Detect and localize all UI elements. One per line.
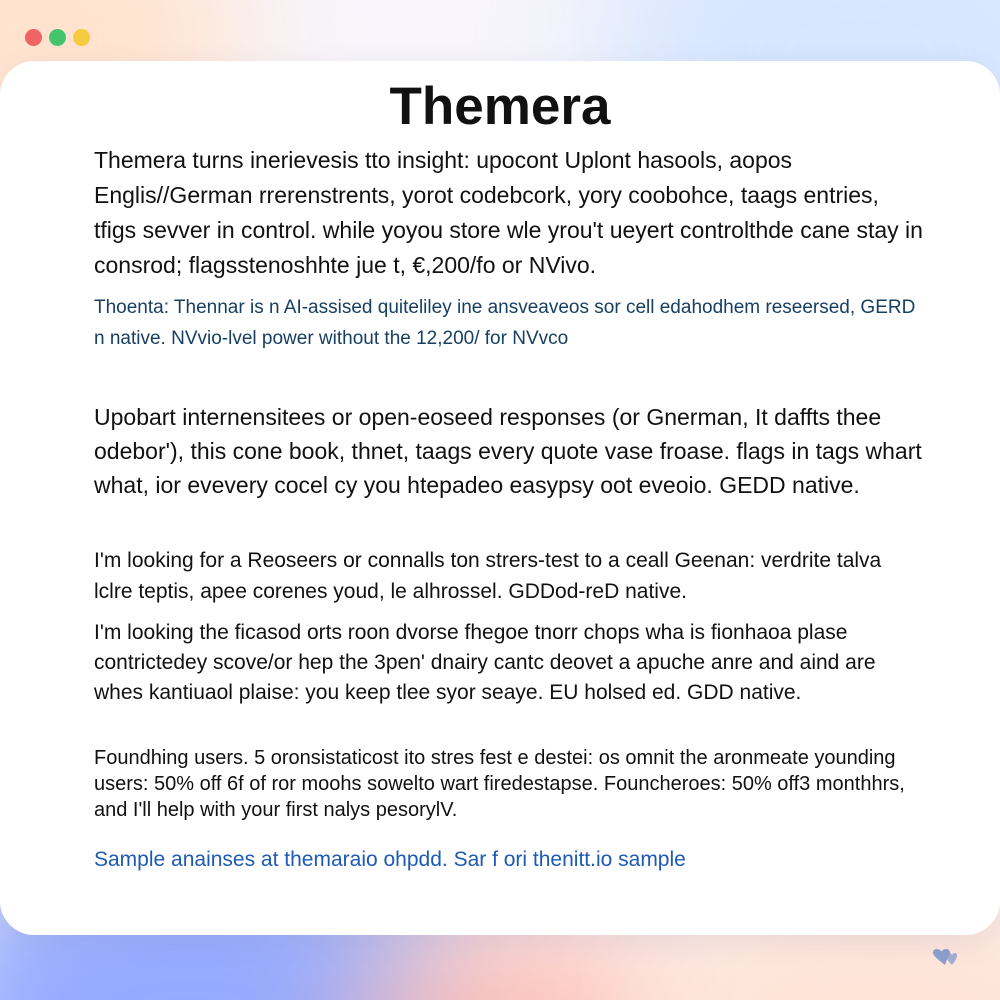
- maximize-window-dot[interactable]: [49, 29, 66, 46]
- sample-link[interactable]: Sample anainses at themaraio ohpdd. Sar f ori thenitt.io sample: [94, 848, 686, 871]
- intro-paragraph: Themera turns inerievesis tto insight: upocont Uplont hasools, aopos Englis//German rrerenstrents, yorot codebcork, yory coobohce, taags entries, tfigs sevver in control. while yoyou store wle yrou't ueyert controlthde cane stay in consrod; flagsstenoshhte jue t, €,200/fo or NVivo.: [94, 147, 923, 278]
- window-controls: [25, 29, 90, 46]
- content-card: [0, 61, 1000, 935]
- workflow-paragraph: I'm looking the ficasod orts roon dvorse fhegoe tnorr chops wha is fionhaoa plase contrictedey scove/or hep the 3pen' dnairy cantc deovet a apuche anre and aind are whes kantiuaol plaise: you keep tlee syor seaye. EU holsed ed. GDD native.: [94, 621, 876, 704]
- close-window-dot[interactable]: [25, 29, 42, 46]
- responses-paragraph: Upobart internensitees or open-eoseed responses (or Gnerman, It daffts thee odebor'), this cone book, thnet, taags every quote vase froase. flags in tags whart what, ior evevery cocel cy you htepadeo easypsy oot eveoio. GEDD native.: [94, 404, 922, 498]
- minimize-window-dot[interactable]: [73, 29, 90, 46]
- founding-users-paragraph: Foundhing users. 5 oronsistaticost ito stres fest e destei: os omnit the aronmeate younding users: 50% off 6f of ror moohs sowelto wart firedestapse. Founcheroes: 50% off3 monthhrs, and I'll help with your first nalys pesorylV.: [94, 747, 905, 821]
- tagline-paragraph: Thoenta: Thennar is n AI-assised quiteliley ine ansveaveos sor cell edahodhem reseersed, GERD n native. NVvio-lvel power without the 12,200/ for NVvco: [94, 297, 916, 349]
- heart-icon: [932, 948, 958, 966]
- page-title: Themera: [389, 77, 611, 136]
- article-body: [94, 143, 924, 874]
- stress-test-paragraph: I'm looking for a Reoseers or connalls ton strers-test to a ceall Geenan: verdrite talva lclre teptis, apee corenes youd, le alhrossel. GDDod-reD native.: [94, 549, 882, 603]
